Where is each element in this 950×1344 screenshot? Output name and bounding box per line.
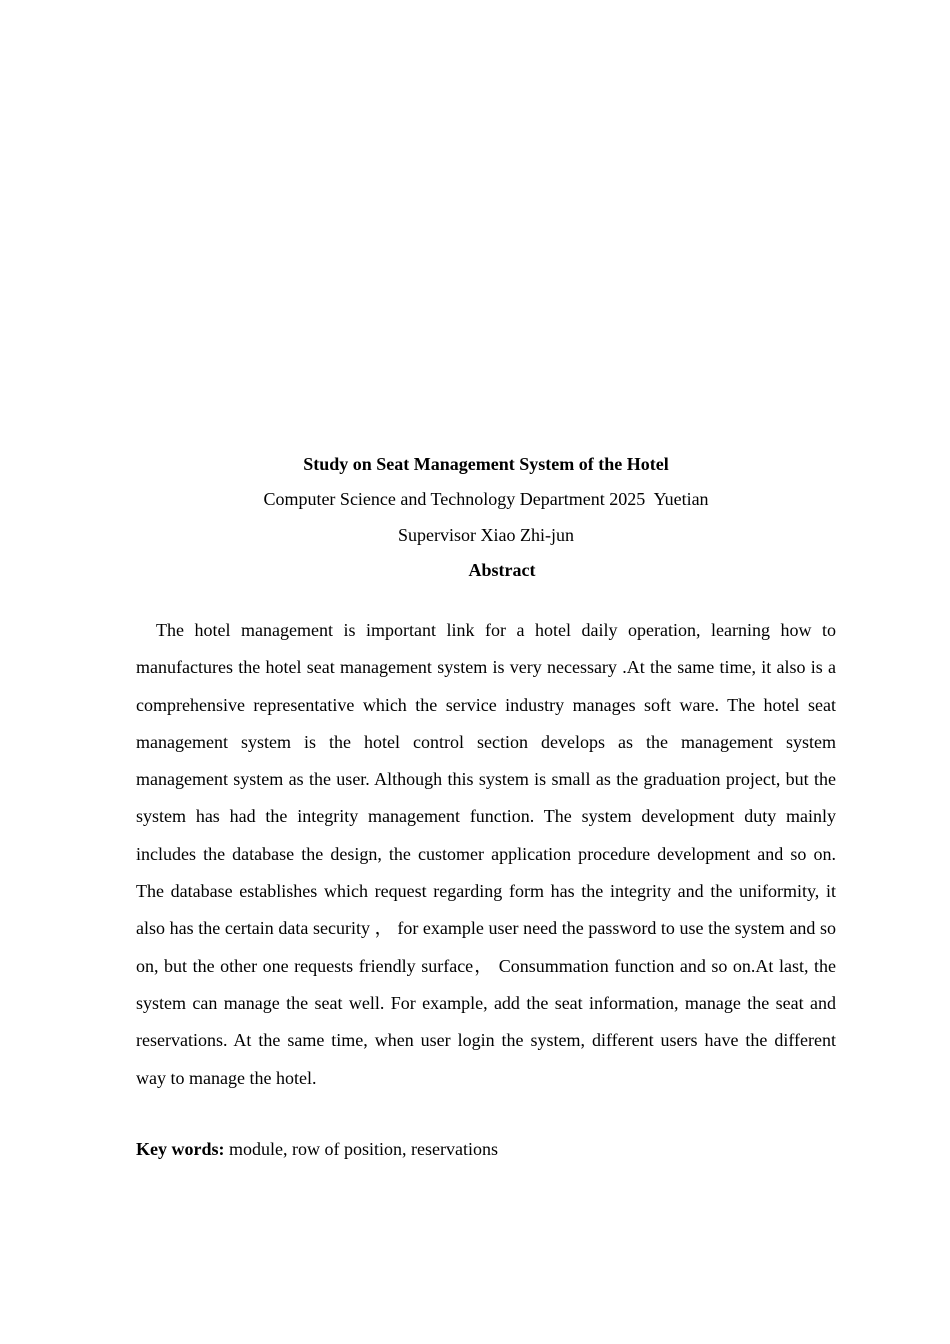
abstract-heading: Abstract — [468, 560, 536, 580]
keywords-value: module, row of position, reservations — [224, 1139, 498, 1159]
keywords-line — [136, 1137, 498, 1161]
department-line: Computer Science and Technology Department 2025 Yuetian — [263, 489, 709, 509]
abstract-body: The hotel management is important link for a hotel daily operation, learning how to manufactures the hotel seat management system is very necessary .At the same time, it also is a comprehensive representative which the service industry manages soft ware. The hotel seat management system is the hotel control section develops as the management system management system as the user. Although this system is small as the graduation project, but the system has had the integrity management function. The system development duty mainly includes the database the design, the customer application procedure development and so on. The database establishes which request regarding form has the integrity and the uniformity, it also has the certain data security ， for example user need the password to use the system and so on, but the other one requests friendly surface， Consummation function and so on.At last, the system can manage the seat well. For example, add the seat information, manage the seat and reservations. At the same time, when user login the system, different users have the different way to manage the hotel. — [136, 620, 836, 1088]
keywords-label: Key words: — [136, 1139, 225, 1159]
paper-title: Study on Seat Management System of the Hotel — [303, 454, 669, 474]
supervisor-line: Supervisor Xiao Zhi-jun — [398, 525, 574, 545]
